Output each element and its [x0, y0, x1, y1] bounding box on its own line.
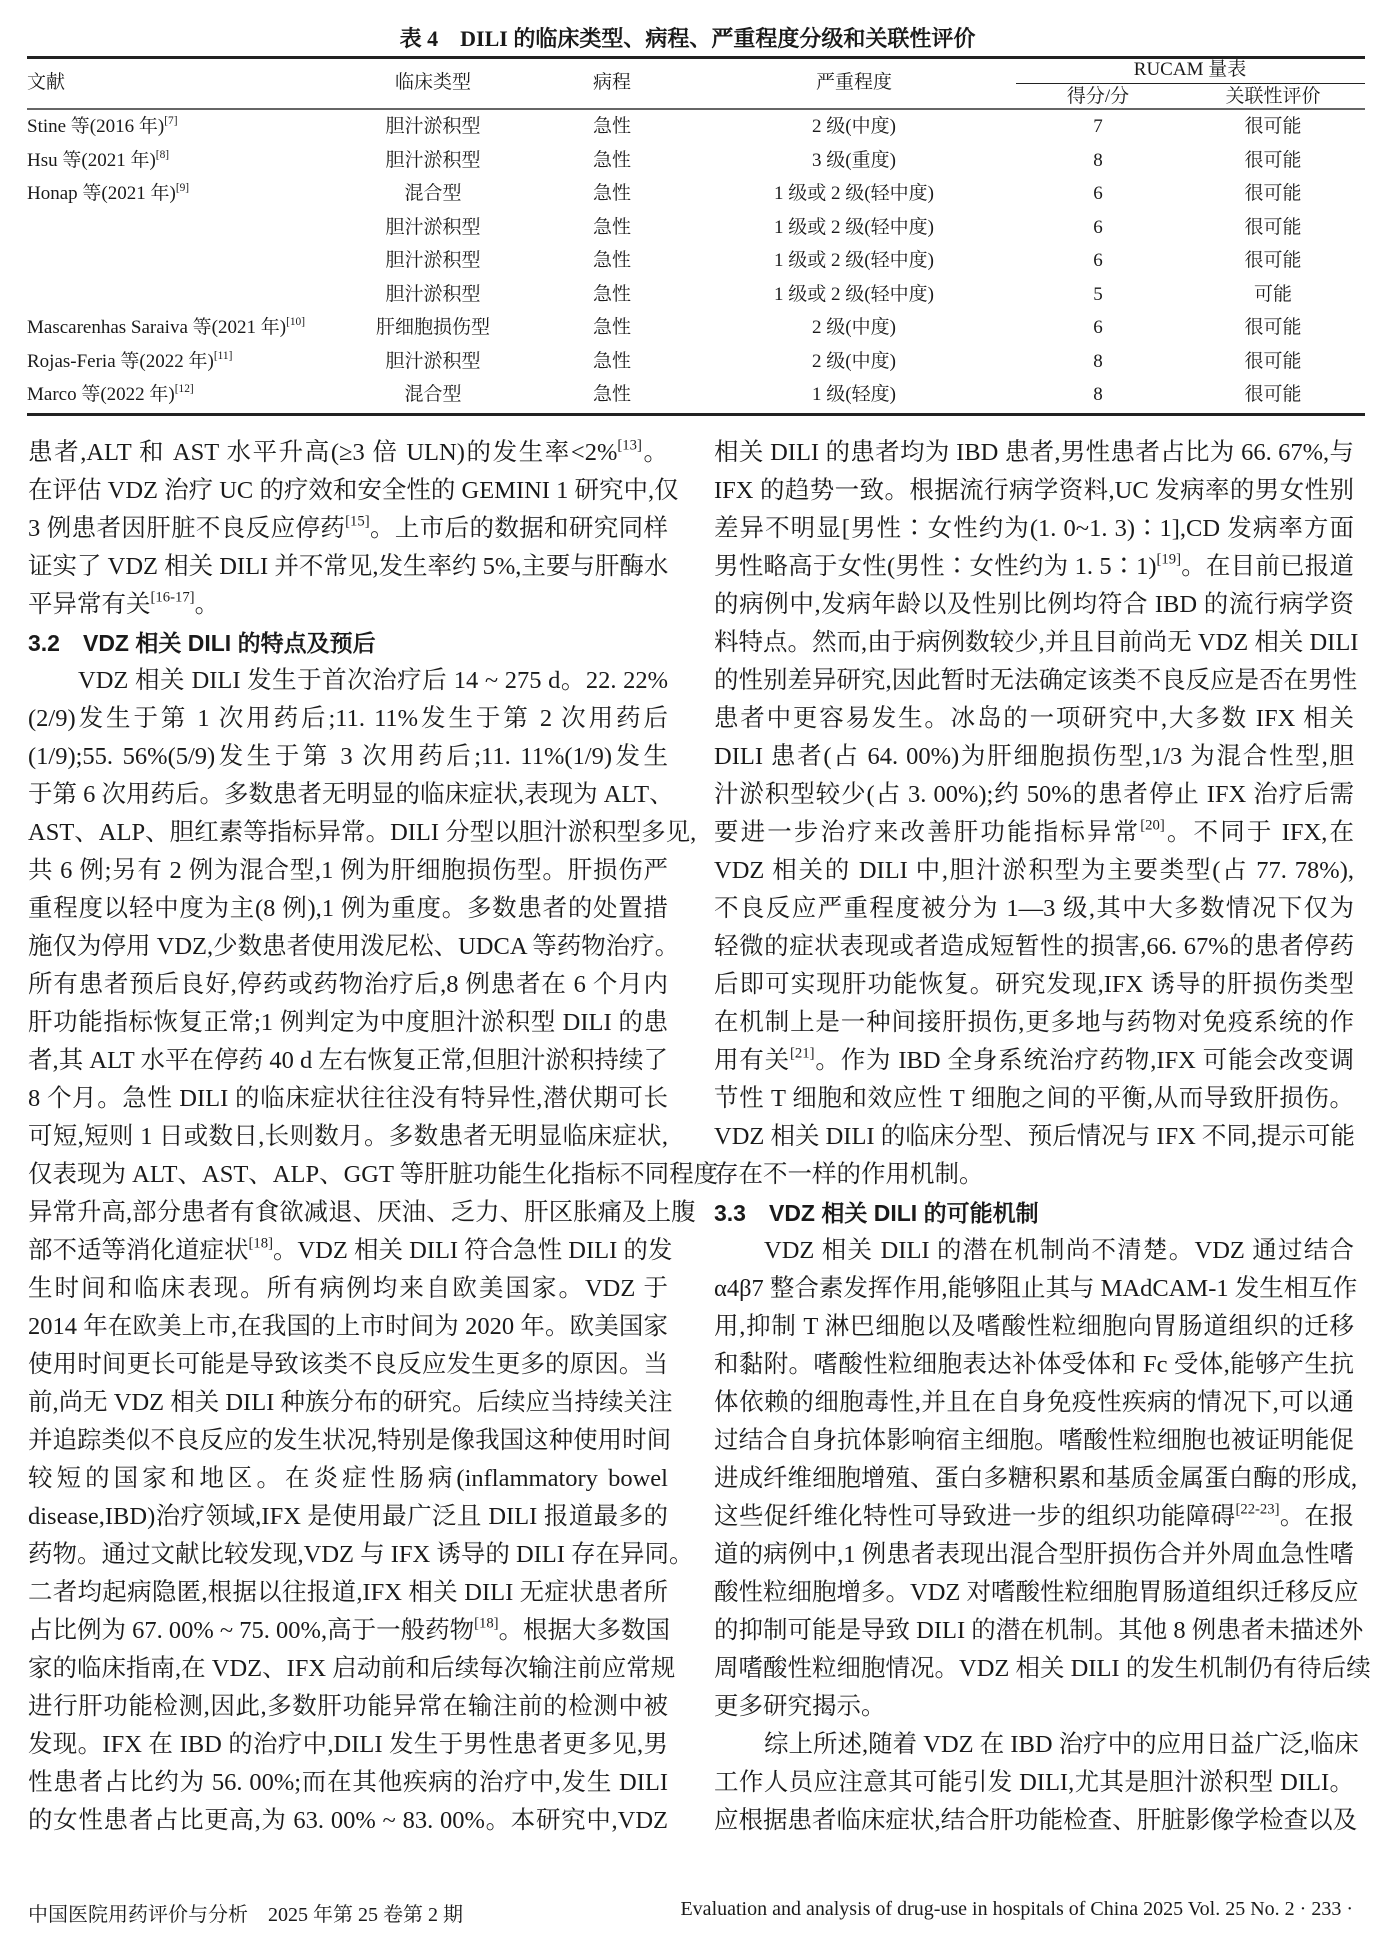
- text-line: [714, 548, 1354, 586]
- cell-score: 5: [1093, 283, 1103, 305]
- cell-clinical-type: 肝细胞损伤型: [375, 317, 491, 338]
- text-line: [28, 586, 668, 624]
- text-line: [714, 1080, 1354, 1118]
- text-segment: 。不同于 IFX,在: [1164, 819, 1354, 846]
- cell-course: 急性: [592, 283, 632, 305]
- footer-journal-en: Evaluation and analysis of drug-use in hospitals of China 2025 Vol. 25 No. 2 · 233 ·: [680, 1898, 1353, 1920]
- cell-severity: 1 级或 2 级(轻中度): [774, 283, 934, 305]
- text-line: [28, 1156, 719, 1194]
- text-line: [28, 1498, 668, 1536]
- text-line: [28, 1194, 696, 1232]
- text-segment: 工作人员应注意其可能引发 DILI,尤其是胆汁淤积型 DILI。: [714, 1769, 1354, 1796]
- text-segment: 部不适等消化道症状: [28, 1237, 249, 1264]
- text-line: [714, 1688, 1354, 1726]
- text-line: [28, 1726, 668, 1764]
- text-line: [714, 776, 1354, 814]
- text-segment: 2014 年在欧美上市,在我国的上市时间为 2020 年。欧美国家: [28, 1313, 668, 1340]
- text-segment: 综上所述,随着 VDZ 在 IBD 治疗中的应用日益广泛,临床: [764, 1731, 1359, 1758]
- cell-causality: 可能: [1253, 283, 1293, 305]
- cell-severity: 2 级(中度): [812, 350, 896, 372]
- text-segment: 所有患者预后良好,停药或药物治疗后,8 例患者在 6 个月内: [28, 971, 668, 998]
- text-segment: 和黏附。嗜酸性粒细胞表达补体受体和 Fc 受体,能够产生抗: [714, 1351, 1354, 1378]
- text-line: [28, 1384, 673, 1422]
- text-segment: 3 例患者因肝脏不良反应停药: [28, 515, 346, 542]
- text-line: [28, 1232, 673, 1270]
- text-line: [28, 472, 679, 510]
- text-line: [714, 1270, 1358, 1308]
- text-line: [28, 814, 697, 852]
- cell-course: 急性: [592, 250, 632, 271]
- table-title: 表 4 DILI 的临床类型、病程、严重程度分级和关联性评价: [399, 26, 976, 51]
- text-segment: 并追踪类似不良反应的发生状况,特别是像我国这种使用时间: [28, 1427, 672, 1454]
- text-segment: 的病例中,发病年龄以及性别比例均符合 IBD 的流行病学资: [714, 591, 1354, 618]
- text-segment: 相关 DILI 的患者均为 IBD 患者,男性患者占比为 66. 67%,与: [714, 439, 1354, 466]
- text-segment: VDZ 相关的 DILI 中,胆汁淤积型为主要类型(占 77. 78%),: [714, 857, 1354, 884]
- text-line: [714, 814, 1354, 852]
- text-segment: 。VDZ 相关 DILI 符合急性 DILI 的发: [272, 1237, 673, 1264]
- text-segment: 在机制上是一种间接肝损伤,更多地与药物对免疫系统的作: [714, 1009, 1354, 1036]
- text-segment: 肝功能指标恢复正常;1 例判定为中度胆汁淤积型 DILI 的患: [28, 1009, 668, 1036]
- cell-causality: 很可能: [1244, 250, 1302, 271]
- text-line: [714, 1802, 1358, 1840]
- text-line: [28, 1004, 668, 1042]
- text-line: [714, 1232, 1354, 1270]
- text-line: [28, 776, 674, 814]
- citation: [21]: [790, 1045, 815, 1062]
- text-line: [28, 1346, 668, 1384]
- text-line: [28, 510, 668, 548]
- text-line: [28, 738, 668, 776]
- text-segment: 二者均起病隐匿,根据以往报道,IFX 相关 DILI 无症状患者所: [28, 1579, 668, 1606]
- cell-course: 急性: [592, 317, 632, 338]
- text-line: [714, 624, 1359, 662]
- text-line: [714, 1650, 1371, 1688]
- citation: [16-17]: [150, 589, 195, 606]
- text-segment: 料特点。然而,由于病例数较少,并且目前尚无 VDZ 相关 DILI: [714, 629, 1359, 656]
- cell-severity: 1 级或 2 级(轻中度): [774, 250, 934, 271]
- text-segment: 。作为 IBD 全身系统治疗药物,IFX 可能会改变调: [814, 1047, 1355, 1074]
- text-segment: 患者中更容易发生。冰岛的一项研究中,大多数 IFX 相关: [714, 705, 1354, 732]
- table-header-rule: [27, 108, 1365, 110]
- text-segment: 过结合自身抗体影响宿主细胞。嗜酸性粒细胞也被证明能促: [714, 1427, 1354, 1454]
- text-line: [714, 852, 1354, 890]
- cell-reference: Honap 等(2021 年)[9]: [27, 182, 190, 204]
- text-line: [714, 434, 1354, 472]
- cell-causality: 很可能: [1244, 350, 1302, 372]
- text-line: [714, 1004, 1354, 1042]
- text-segment: 进成纤维细胞增殖、蛋白多糖积累和基质金属蛋白酶的形成,: [714, 1465, 1358, 1492]
- text-line: [714, 928, 1354, 966]
- text-line: [28, 928, 680, 966]
- cell-course: 急性: [592, 183, 632, 204]
- cell-causality: 很可能: [1244, 317, 1302, 338]
- text-line: [714, 1346, 1354, 1384]
- text-line: [714, 510, 1354, 548]
- cell-severity: 1 级或 2 级(轻中度): [774, 183, 934, 204]
- text-segment: 施仅为停用 VDZ,少数患者使用泼尼松、UDCA 等药物治疗。: [28, 933, 680, 960]
- text-line: [28, 1042, 668, 1080]
- text-line: [28, 548, 668, 586]
- text-segment: 的抑制可能是导致 DILI 的潜在机制。其他 8 例患者未描述外: [714, 1617, 1364, 1644]
- text-line: [714, 472, 1354, 510]
- text-segment: 患者,ALT 和 AST 水平升高(≥3 倍 ULN)的发生率<2%: [28, 439, 618, 466]
- section-heading: [714, 1194, 1354, 1232]
- text-line: [714, 700, 1354, 738]
- text-segment: 体依赖的细胞毒性,并且在自身免疫性疾病的情况下,可以通: [714, 1389, 1354, 1416]
- text-segment: 重程度以轻中度为主(8 例),1 例为重度。多数患者的处置措: [28, 895, 668, 922]
- text-segment: 8 个月。急性 DILI 的临床症状往往没有特异性,潜伏期可长: [28, 1085, 668, 1112]
- text-segment: 使用时间更长可能是导致该类不良反应发生更多的原因。当: [28, 1351, 668, 1378]
- text-line: [714, 1574, 1359, 1612]
- text-line: [714, 1536, 1354, 1574]
- text-line: [714, 1726, 1359, 1764]
- cell-score: 6: [1093, 317, 1103, 338]
- text-line: [28, 662, 668, 700]
- text-segment: 。在目前已报道: [1181, 553, 1354, 580]
- header-causality: 关联性评价: [1225, 86, 1321, 107]
- citation: [11]: [213, 349, 233, 362]
- citation: [18]: [474, 1615, 499, 1632]
- cell-score: 8: [1093, 350, 1103, 372]
- text-segment: 者,其 ALT 水平在停药 40 d 左右恢复正常,但胆汁淤积持续了: [28, 1047, 668, 1074]
- cell-reference: Rojas-Feria 等(2022 年)[11]: [27, 349, 233, 372]
- text-segment: 周嗜酸性粒细胞情况。VDZ 相关 DILI 的发生机制仍有待后续: [714, 1655, 1371, 1682]
- header-course: 病程: [592, 72, 632, 93]
- text-line: [28, 700, 668, 738]
- text-segment: 道的病例中,1 例患者表现出混合型肝损伤合并外周血急性嗜: [714, 1541, 1354, 1568]
- text-line: [714, 1384, 1354, 1422]
- text-segment: 后即可实现肝功能恢复。研究发现,IFX 诱导的肝损伤类型: [714, 971, 1354, 998]
- text-line: [28, 1080, 668, 1118]
- header-severity: 严重程度: [815, 72, 893, 93]
- text-segment: 。: [194, 591, 220, 618]
- text-segment: 性患者占比约为 56. 00%;而在其他疾病的治疗中,发生 DILI: [28, 1769, 668, 1796]
- text-segment: DILI 患者(占 64. 00%)为肝细胞损伤型,1/3 为混合性型,胆: [714, 743, 1354, 770]
- text-segment: 较短的国家和地区。在炎症性肠病(inflammatory bowel: [28, 1465, 668, 1492]
- text-segment: 3.2 VDZ 相关 DILI 的特点及预后: [28, 630, 376, 656]
- text-column-right: [714, 434, 1371, 1840]
- text-line: [714, 1498, 1354, 1536]
- text-segment: 药物。通过文献比较发现,VDZ 与 IFX 诱导的 DILI 存在异同。: [28, 1541, 694, 1568]
- text-segment: 3.3 VDZ 相关 DILI 的可能机制: [714, 1200, 1039, 1226]
- citation: [22-23]: [1235, 1501, 1280, 1518]
- cell-clinical-type: 胆汁淤积型: [385, 149, 481, 171]
- text-segment: 用,抑制 T 淋巴细胞以及嗜酸性粒细胞向胃肠道组织的迁移: [714, 1313, 1354, 1340]
- text-line: [28, 434, 668, 472]
- text-line: [28, 852, 668, 890]
- text-segment: 仅表现为 ALT、AST、ALP、GGT 等肝脏功能生化指标不同程度: [28, 1161, 719, 1188]
- text-segment: 男性略高于女性(男性∶女性约为 1. 5∶1): [714, 553, 1157, 580]
- cell-score: 6: [1093, 250, 1103, 271]
- cell-causality: 很可能: [1244, 183, 1302, 204]
- text-segment: 。根据大多数国: [498, 1617, 671, 1644]
- citation: [12]: [174, 383, 194, 396]
- text-segment: IFX 的趋势一致。根据流行病学资料,UC 发病率的男女性别: [714, 477, 1354, 504]
- header-clinical-type: 临床类型: [394, 72, 472, 93]
- text-segment: 汁淤积型较少(占 3. 00%);约 50%的患者停止 IFX 治疗后需: [714, 781, 1354, 808]
- cell-clinical-type: 胆汁淤积型: [385, 216, 481, 238]
- text-segment: 的女性患者占比更高,为 63. 00% ~ 83. 00%。本研究中,VDZ: [28, 1807, 668, 1834]
- cell-severity: 3 级(重度): [812, 149, 896, 171]
- cell-severity: 1 级(轻度): [812, 384, 896, 405]
- text-line: [28, 1612, 671, 1650]
- text-segment: 于第 6 次用药后。多数患者无明显的临床症状,表现为 ALT、: [28, 781, 674, 808]
- text-segment: 异常升高,部分患者有食欲减退、厌油、乏力、肝区胀痛及上腹: [28, 1199, 696, 1226]
- text-segment: AST、ALP、胆红素等指标异常。DILI 分型以胆汁淤积型多见,: [28, 819, 697, 846]
- citation: [18]: [248, 1235, 273, 1252]
- text-segment: VDZ 相关 DILI 的临床分型、预后情况与 IFX 不同,提示可能: [714, 1123, 1356, 1150]
- text-segment: 用有关: [714, 1047, 791, 1074]
- footer-journal-cn: 中国医院用药评价与分析 2025 年第 25 卷第 2 期: [28, 1904, 463, 1926]
- header-reference: 文献: [27, 72, 66, 93]
- cell-causality: 很可能: [1244, 384, 1302, 405]
- cell-causality: 很可能: [1244, 149, 1302, 171]
- text-segment: (1/9);55. 56%(5/9)发生于第 3 次用药后;11. 11%(1/9)发生: [28, 743, 668, 770]
- cell-clinical-type: 胆汁淤积型: [385, 350, 481, 372]
- text-line: [714, 890, 1354, 928]
- text-segment: 家的临床指南,在 VDZ、IFX 启动前和后续每次输注前应常规: [28, 1655, 676, 1682]
- text-line: [28, 1536, 694, 1574]
- text-line: [28, 890, 668, 928]
- text-segment: (2/9)发生于第 1 次用药后;11. 11%发生于第 2 次用药后: [28, 705, 668, 732]
- text-segment: 不良反应严重程度被分为 1—3 级,其中大多数情况下仅为: [714, 895, 1354, 922]
- text-segment: disease,IBD)治疗领域,IFX 是使用最广泛且 DILI 报道最多的: [28, 1503, 668, 1530]
- text-line: [714, 1612, 1364, 1650]
- text-line: [714, 1156, 1354, 1194]
- cell-course: 急性: [592, 116, 632, 137]
- text-segment: 进行肝功能检测,因此,多数肝功能异常在输注前的检测中被: [28, 1693, 668, 1720]
- table-bottom-rule: [27, 413, 1365, 416]
- text-line: [714, 1308, 1354, 1346]
- text-segment: 节性 T 细胞和效应性 T 细胞之间的平衡,从而导致肝损伤。: [714, 1085, 1354, 1112]
- text-segment: 共 6 例;另有 2 例为混合型,1 例为肝细胞损伤型。肝损伤严: [28, 857, 668, 884]
- text-line: [714, 1764, 1354, 1802]
- cell-course: 急性: [592, 384, 632, 405]
- text-segment: 这些促纤维化特性可导致进一步的组织功能障碍: [714, 1503, 1236, 1530]
- text-segment: 生时间和临床表现。所有病例均来自欧美国家。VDZ 于: [28, 1275, 668, 1302]
- text-segment: 占比例为 67. 00% ~ 75. 00%,高于一般药物: [28, 1617, 475, 1644]
- text-line: [714, 966, 1354, 1004]
- text-line: [28, 1650, 676, 1688]
- citation: [8]: [155, 148, 170, 161]
- cell-course: 急性: [592, 350, 632, 372]
- section-heading: [28, 624, 668, 662]
- text-line: [714, 1422, 1354, 1460]
- cell-clinical-type: 混合型: [404, 384, 462, 405]
- citation: [13]: [617, 437, 642, 454]
- citation: [7]: [164, 115, 178, 128]
- cell-clinical-type: 胆汁淤积型: [385, 283, 481, 305]
- text-column-left: [28, 434, 719, 1840]
- text-segment: 存在不一样的作用机制。: [714, 1161, 984, 1188]
- rucam-sub-rule: [1016, 83, 1365, 84]
- cell-severity: 1 级或 2 级(轻中度): [774, 216, 934, 238]
- text-line: [28, 1764, 668, 1802]
- cell-reference: Mascarenhas Saraiva 等(2021 年)[10]: [27, 316, 306, 338]
- text-segment: α4β7 整合素发挥作用,能够阻止其与 MAdCAM-1 发生相互作: [714, 1275, 1358, 1302]
- citation: [19]: [1156, 551, 1182, 568]
- cell-score: 7: [1093, 116, 1103, 137]
- text-line: [28, 966, 668, 1004]
- cell-severity: 2 级(中度): [812, 317, 896, 338]
- cell-clinical-type: 混合型: [404, 183, 462, 204]
- text-line: [714, 1042, 1354, 1080]
- cell-severity: 2 级(中度): [812, 116, 896, 137]
- cell-reference: Hsu 等(2021 年)[8]: [27, 148, 170, 171]
- text-segment: 。: [641, 439, 669, 466]
- text-line: [28, 1802, 668, 1840]
- text-segment: 差异不明显[男性∶女性约为(1. 0~1. 3)∶1],CD 发病率方面: [714, 515, 1354, 542]
- cell-score: 8: [1093, 384, 1103, 405]
- cell-score: 6: [1093, 216, 1103, 238]
- citation: [10]: [286, 316, 306, 329]
- citation: [20]: [1140, 817, 1165, 834]
- cell-clinical-type: 胆汁淤积型: [385, 116, 481, 137]
- text-segment: 的性别差异研究,因此暂时无法确定该类不良反应是否在男性: [714, 667, 1358, 694]
- text-segment: 证实了 VDZ 相关 DILI 并不常见,发生率约 5%,主要与肝酶水: [28, 553, 669, 580]
- header-score: 得分/分: [1066, 86, 1130, 107]
- text-segment: 在评估 VDZ 治疗 UC 的疗效和安全性的 GEMINI 1 研究中,仅: [28, 477, 679, 504]
- text-line: [714, 1118, 1354, 1156]
- cell-course: 急性: [592, 149, 632, 171]
- cell-clinical-type: 胆汁淤积型: [385, 250, 481, 271]
- cell-score: 8: [1093, 149, 1103, 171]
- text-segment: 平异常有关: [28, 591, 151, 618]
- text-line: [28, 1688, 668, 1726]
- header-rucam: RUCAM 量表: [1133, 59, 1247, 80]
- citation: [9]: [175, 182, 190, 195]
- text-line: [714, 1460, 1358, 1498]
- cell-causality: 很可能: [1244, 116, 1302, 137]
- text-line: [28, 1308, 668, 1346]
- citation: [15]: [345, 513, 370, 530]
- text-line: [28, 1574, 668, 1612]
- text-line: [714, 738, 1354, 776]
- text-line: [714, 586, 1354, 624]
- text-segment: 发现。IFX 在 IBD 的治疗中,DILI 发生于男性患者更多见,男: [28, 1731, 668, 1758]
- cell-reference: Stine 等(2016 年)[7]: [27, 115, 178, 137]
- cell-course: 急性: [592, 216, 632, 238]
- cell-score: 6: [1093, 183, 1103, 204]
- text-segment: VDZ 相关 DILI 的潜在机制尚不清楚。VDZ 通过结合: [764, 1237, 1354, 1264]
- text-segment: 轻微的症状表现或者造成短暂性的损害,66. 67%的患者停药: [714, 933, 1354, 960]
- text-line: [28, 1270, 668, 1308]
- text-line: [28, 1422, 672, 1460]
- cell-reference: Marco 等(2022 年)[12]: [27, 383, 194, 405]
- cell-causality: 很可能: [1244, 216, 1302, 238]
- text-line: [28, 1460, 668, 1498]
- text-segment: 。上市后的数据和研究同样: [369, 515, 669, 542]
- text-segment: 前,尚无 VDZ 相关 DILI 种族分布的研究。后续应当持续关注: [28, 1389, 673, 1416]
- text-segment: 应根据患者临床症状,结合肝功能检查、肝脏影像学检查以及: [714, 1807, 1358, 1834]
- text-segment: 要进一步治疗来改善肝功能指标异常: [714, 819, 1141, 846]
- text-segment: 更多研究揭示。: [714, 1693, 886, 1720]
- text-line: [714, 662, 1358, 700]
- text-segment: 酸性粒细胞增多。VDZ 对嗜酸性粒细胞胃肠道组织迁移反应: [714, 1579, 1359, 1606]
- text-line: [28, 1118, 668, 1156]
- text-segment: 可短,短则 1 日或数日,长则数月。多数患者无明显临床症状,: [28, 1123, 668, 1150]
- text-segment: VDZ 相关 DILI 发生于首次治疗后 14 ~ 275 d。22. 22%: [78, 667, 668, 694]
- text-segment: 。在报: [1279, 1503, 1355, 1530]
